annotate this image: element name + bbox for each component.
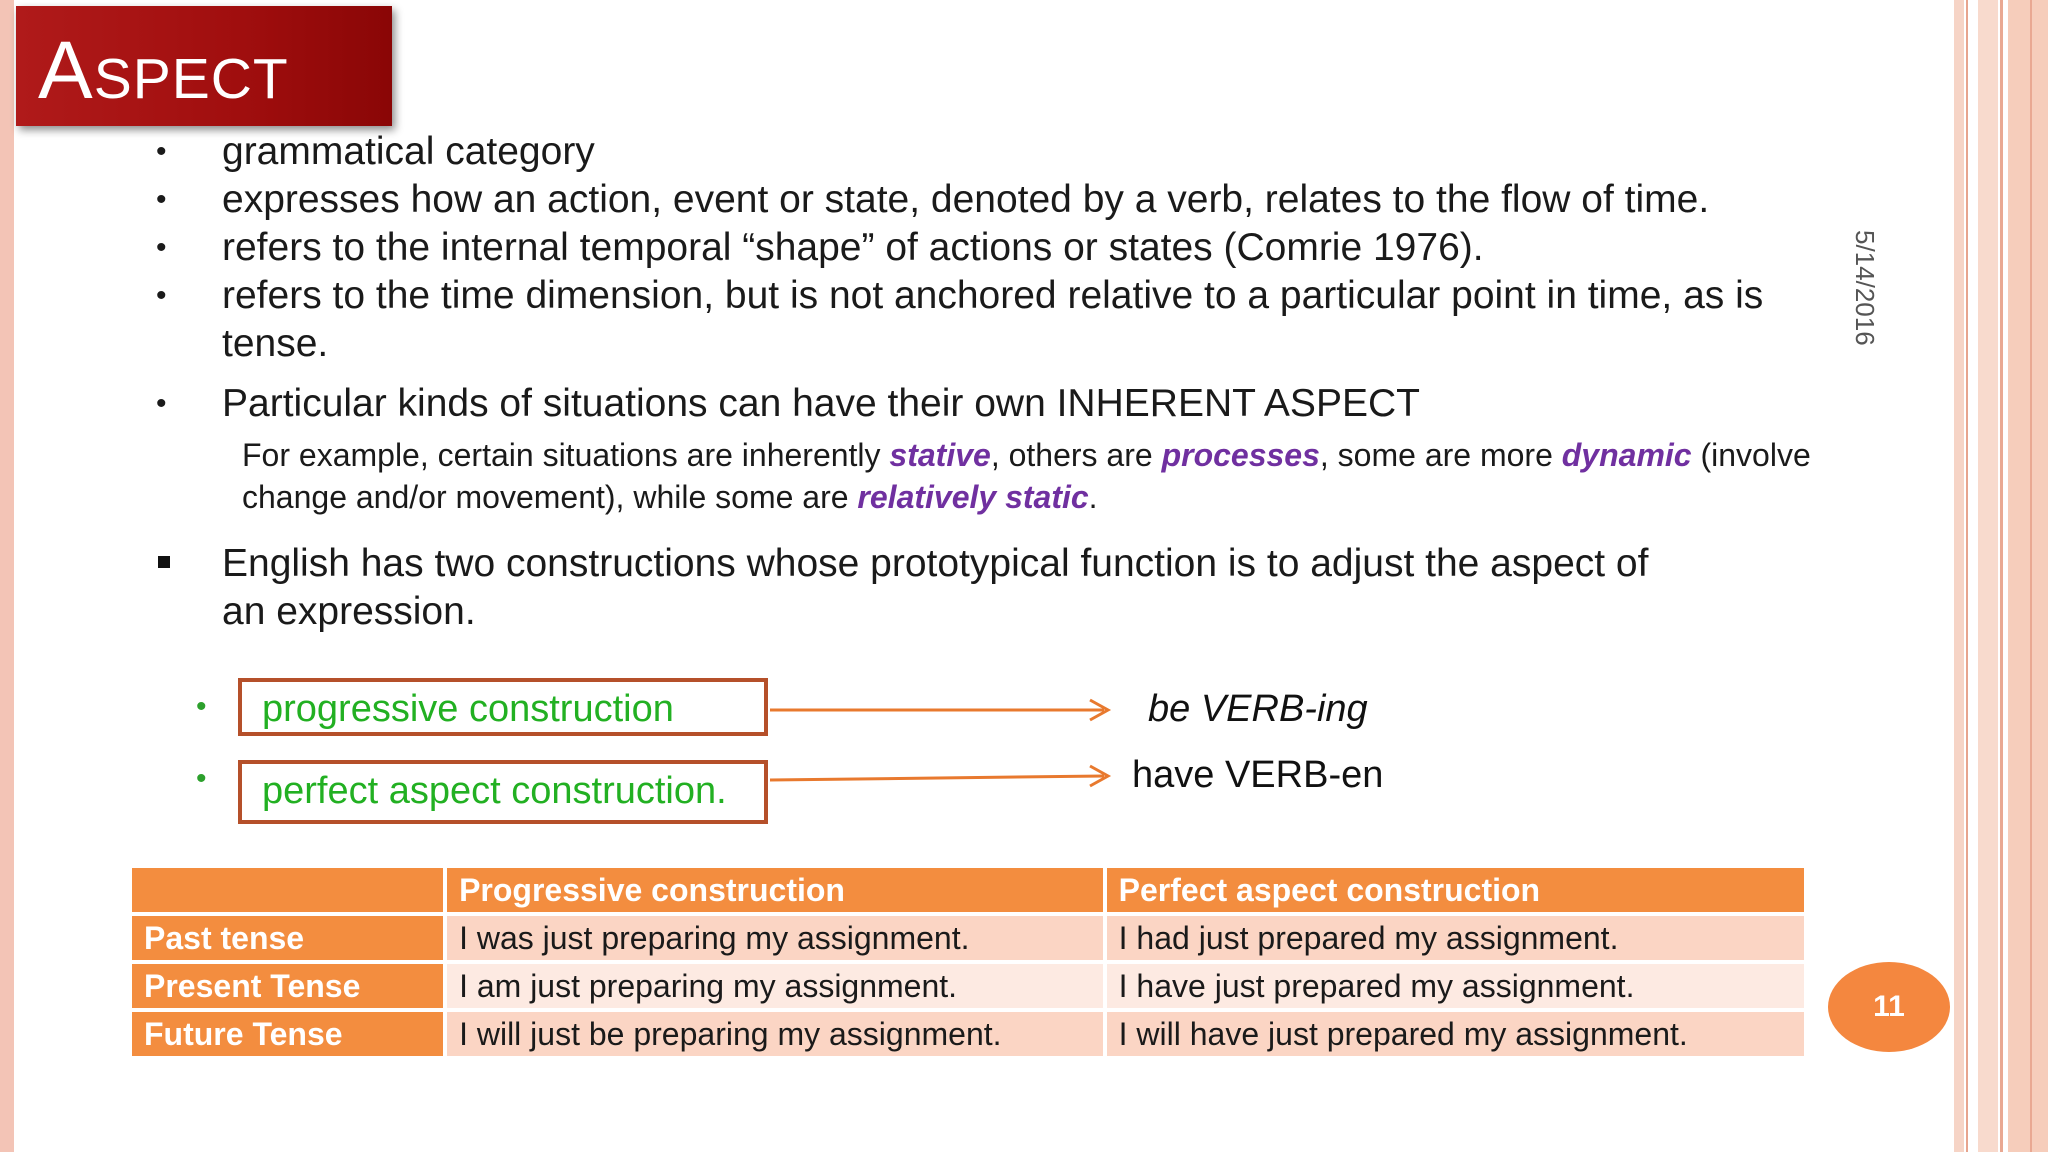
table-cell: I am just preparing my assignment. bbox=[447, 964, 1103, 1008]
table-cell: I will just be preparing my assignment. bbox=[447, 1012, 1103, 1056]
keyword-stative: stative bbox=[889, 437, 991, 473]
example-text: . bbox=[1088, 479, 1098, 515]
construction-label: progressive construction bbox=[262, 688, 674, 730]
bullet-text: Particular kinds of situations can have their own INHERENT ASPECT bbox=[222, 382, 1420, 425]
example-text: , some are more bbox=[1319, 437, 1562, 473]
row-label: Present Tense bbox=[132, 964, 443, 1008]
bullet-dot: • bbox=[156, 387, 167, 420]
bullet-dot: • bbox=[156, 135, 167, 168]
bullet-dot: • bbox=[156, 183, 167, 216]
arrow-perfect bbox=[770, 766, 1108, 786]
table-cell: I will have just prepared my assignment. bbox=[1107, 1012, 1804, 1056]
bullet-text: an expression. bbox=[222, 590, 476, 633]
example-text: , others are bbox=[990, 437, 1162, 473]
table-header-cell: Perfect aspect construction bbox=[1107, 868, 1804, 912]
bullet-text: expresses how an action, event or state, denoted by a verb, relates to the flow of time. bbox=[222, 178, 1710, 221]
bullet-text: tense. bbox=[222, 322, 329, 365]
example-text: For example, certain situations are inherently bbox=[242, 437, 890, 473]
keyword-processes: processes bbox=[1161, 437, 1320, 473]
progressive-formula: be VERB-ing bbox=[1148, 688, 1368, 730]
green-bullet-dot: • bbox=[196, 762, 207, 795]
bullet-dot: • bbox=[156, 231, 167, 264]
row-label: Past tense bbox=[132, 916, 443, 960]
perfect-formula: have VERB-en bbox=[1132, 754, 1384, 796]
bullet-text: refers to the internal temporal “shape” of actions or states (Comrie 1976). bbox=[222, 226, 1484, 269]
table-header-row bbox=[132, 868, 1804, 912]
keyword-dynamic: dynamic bbox=[1561, 437, 1692, 473]
bullet-dot: • bbox=[156, 279, 167, 312]
arrow-progressive bbox=[770, 700, 1108, 720]
table-cell: I had just prepared my assignment. bbox=[1107, 916, 1804, 960]
page-number-badge: 11 bbox=[1828, 962, 1950, 1052]
table-header-cell bbox=[132, 868, 443, 912]
slide-title: Aspect bbox=[38, 25, 289, 116]
aspect-table bbox=[128, 864, 1808, 1060]
table-cell: I was just preparing my assignment. bbox=[447, 916, 1103, 960]
keyword-relatively-static: relatively static bbox=[857, 479, 1089, 515]
table-row bbox=[132, 1012, 1804, 1056]
green-bullet-dot: • bbox=[196, 690, 207, 723]
table-cell: I have just prepared my assignment. bbox=[1107, 964, 1804, 1008]
bullet-text: grammatical category bbox=[222, 130, 595, 173]
slide-date: 5/14/2016 bbox=[1850, 230, 1880, 346]
table-row bbox=[132, 916, 1804, 960]
bullet-text: refers to the time dimension, but is not anchored relative to a particular point in time, as is bbox=[222, 274, 1764, 317]
row-label: Future Tense bbox=[132, 1012, 443, 1056]
table-row bbox=[132, 964, 1804, 1008]
bullet-text: English has two constructions whose prototypical function is to adjust the aspect of bbox=[222, 542, 1649, 585]
table-header-cell: Progressive construction bbox=[447, 868, 1103, 912]
construction-label: perfect aspect construction. bbox=[262, 770, 727, 812]
example-text: (involve change and/or movement), while some are bbox=[242, 437, 1811, 515]
